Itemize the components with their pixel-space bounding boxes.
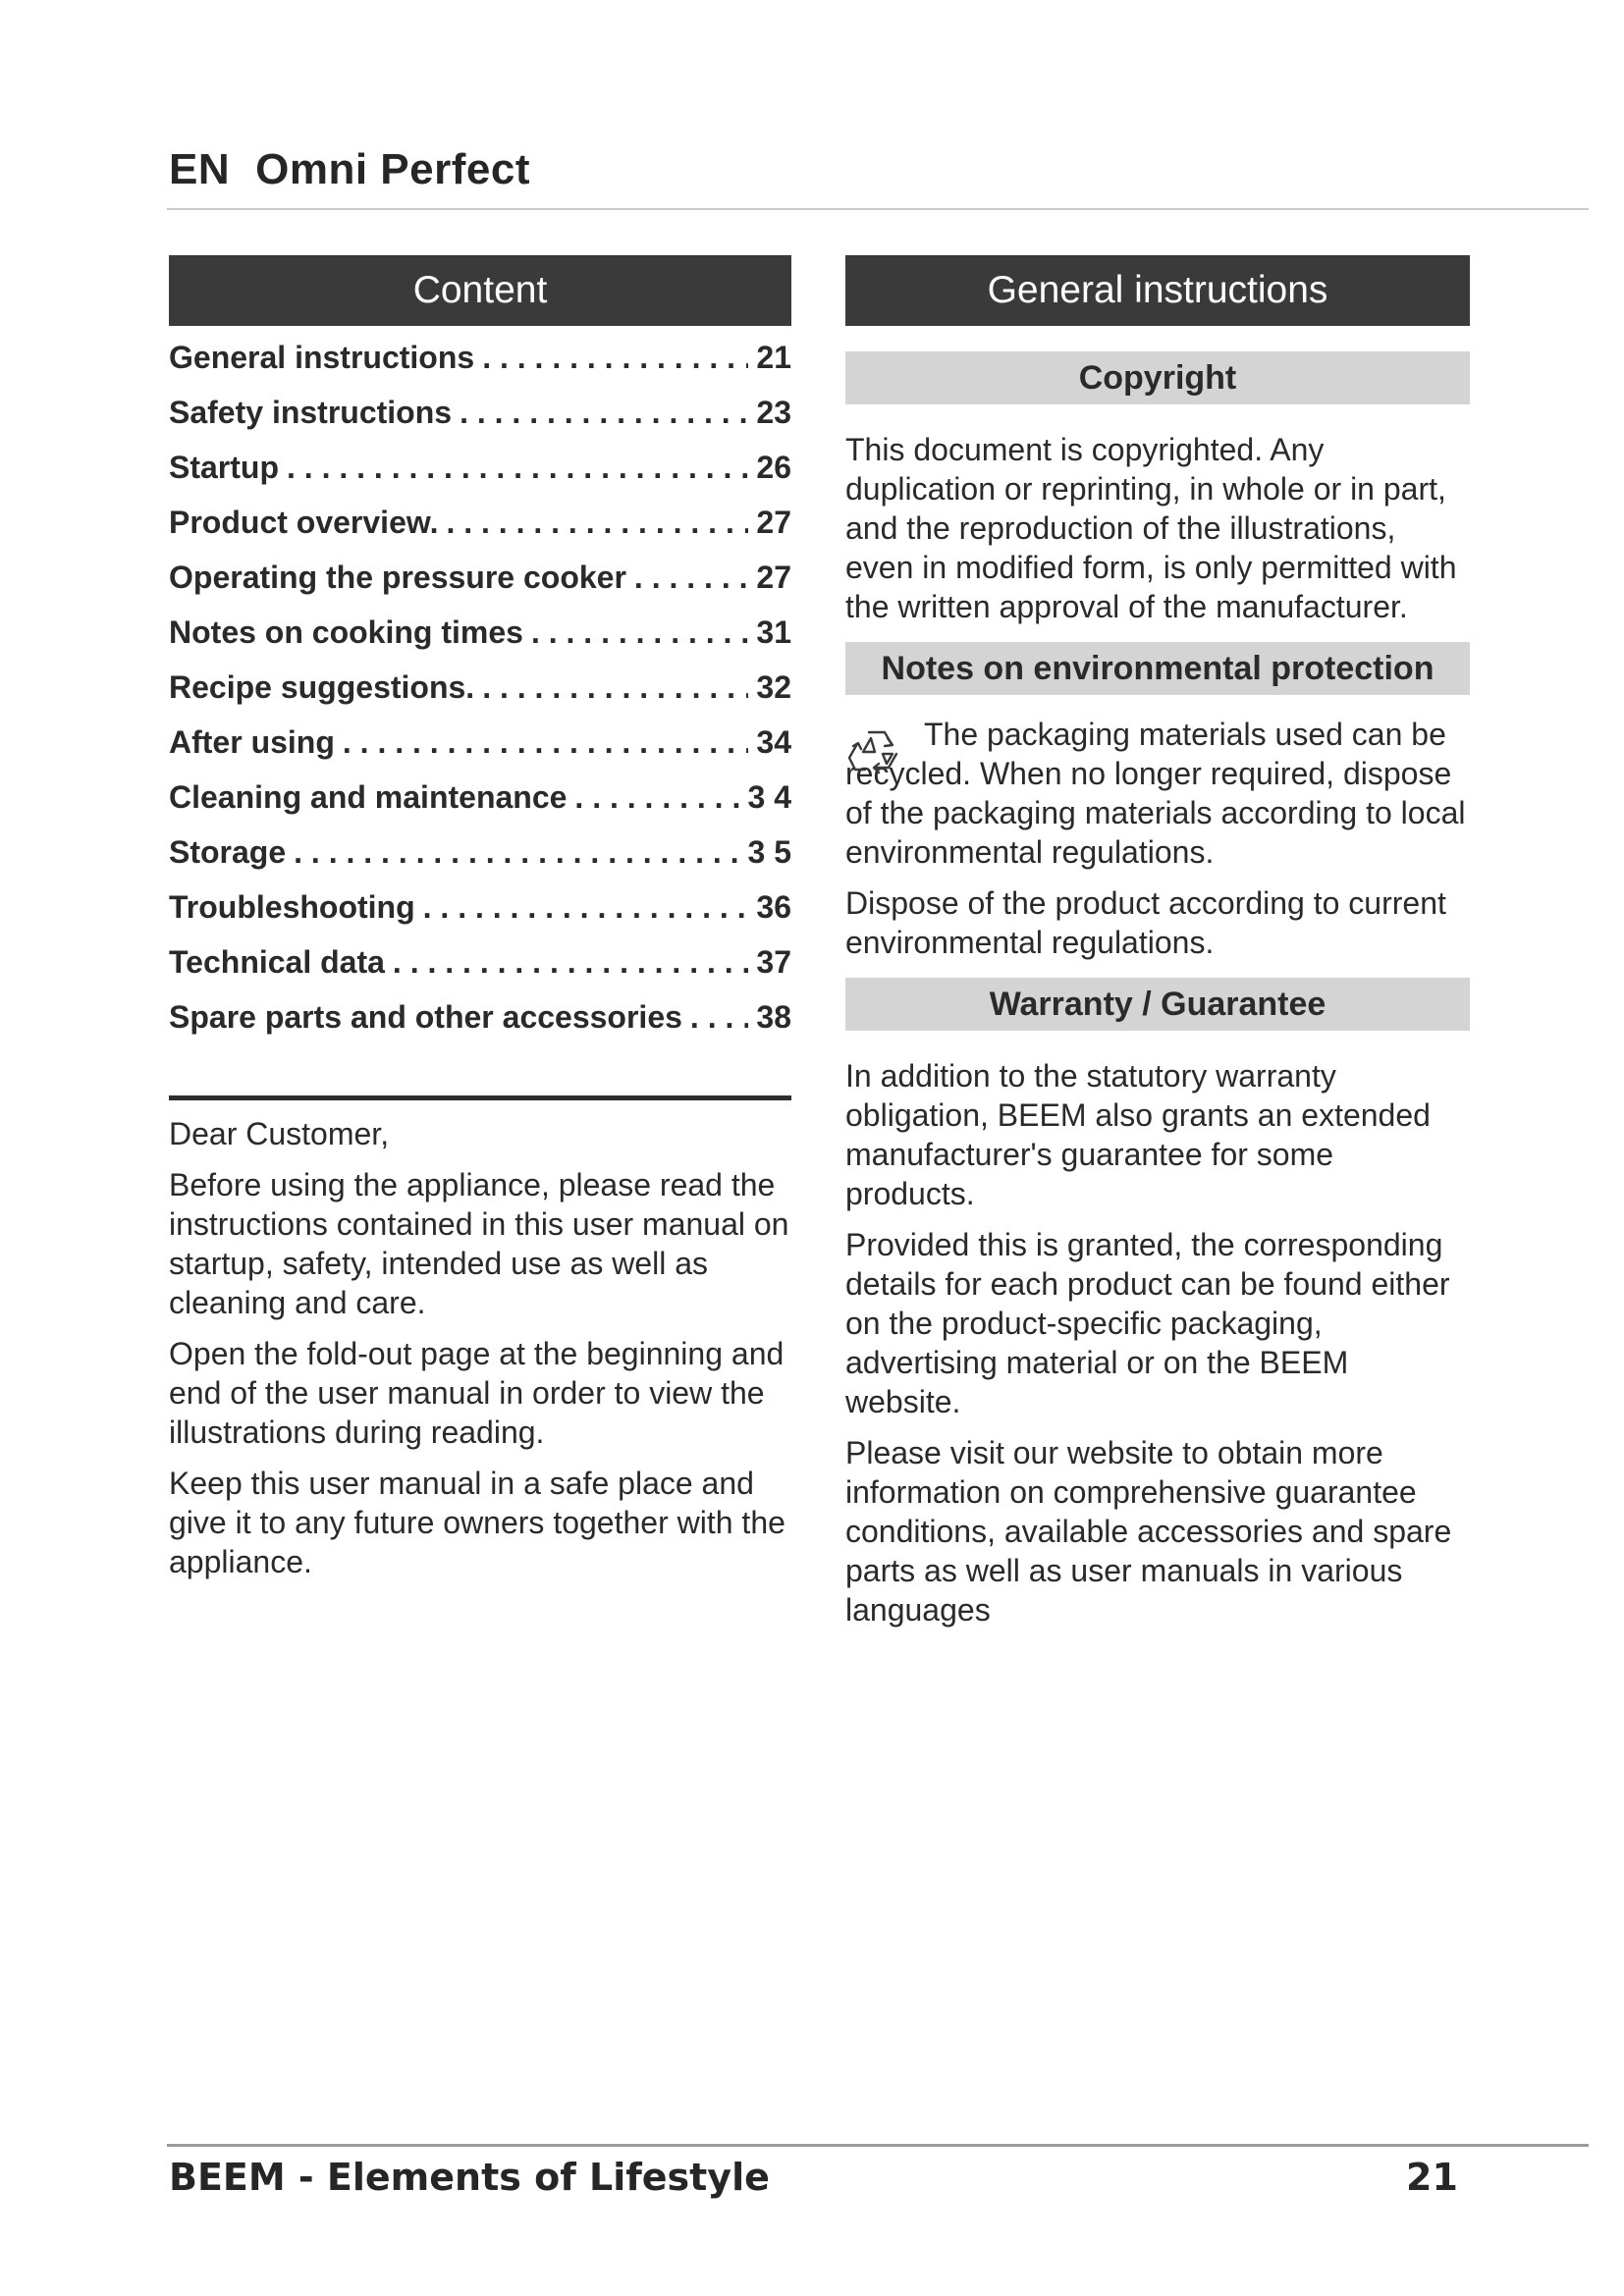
toc-item-page: 38	[756, 999, 791, 1035]
page-header	[169, 145, 530, 194]
toc-item-label: After using	[169, 724, 335, 760]
toc-item-page: 3 4	[747, 779, 791, 815]
table-of-contents	[169, 330, 791, 1044]
footer-divider	[167, 2144, 1589, 2147]
copyright-text: This document is copyrighted. Any duplication or reprinting, in whole or in part, and the reproduction of the illustrations, even in modified form, is only permitted with the written approval of the manufacturer.	[845, 432, 1457, 624]
toc-item-label: Technical data	[169, 944, 385, 980]
toc-item[interactable]	[169, 440, 791, 495]
toc-item[interactable]	[169, 385, 791, 440]
left-column	[169, 255, 791, 1593]
toc-leader-dots	[482, 330, 748, 385]
toc-item-label: Operating the pressure cooker	[169, 560, 626, 595]
toc-item-label: Product overview.	[169, 505, 439, 540]
toc-item[interactable]	[169, 550, 791, 605]
toc-item-label: Spare parts and other accessories	[169, 999, 682, 1035]
toc-item[interactable]	[169, 330, 791, 385]
toc-leader-dots	[482, 660, 748, 715]
toc-item-page: 37	[756, 944, 791, 980]
toc-item-label: Storage	[169, 834, 287, 870]
product-title: Omni Perfect	[255, 145, 530, 193]
toc-item[interactable]	[169, 715, 791, 770]
toc-item-label: General instructions	[169, 340, 475, 375]
environment-disposal-text: Dispose of the product according to current environmental regulations.	[845, 885, 1446, 960]
general-instructions-heading: General instructions	[845, 255, 1470, 326]
toc-leader-dots	[294, 825, 739, 880]
environment-heading: Notes on environmental protection	[845, 642, 1470, 695]
environment-text: The packaging materials used can be recycled. When no longer required, dispose of the packaging materials according to local environmental regulations.	[845, 717, 1466, 870]
letter-paragraph: Keep this user manual in a safe place and give it to any future owners together with the appliance.	[169, 1466, 785, 1579]
toc-item-page: 23	[756, 395, 791, 430]
toc-leader-dots	[574, 770, 739, 825]
toc-item-label: Safety instructions	[169, 395, 453, 430]
toc-leader-dots	[423, 880, 749, 934]
toc-item-label: Startup	[169, 450, 279, 485]
warranty-heading: Warranty / Guarantee	[845, 978, 1470, 1031]
toc-leader-dots	[531, 605, 748, 660]
toc-item-page: 26	[756, 450, 791, 485]
toc-item[interactable]	[169, 934, 791, 989]
toc-item-page: 36	[756, 889, 791, 925]
toc-leader-dots	[634, 550, 748, 605]
toc-leader-dots	[446, 495, 748, 550]
toc-item-label: Notes on cooking times	[169, 614, 523, 650]
toc-heading: Content	[169, 255, 791, 326]
customer-letter	[169, 1114, 791, 1581]
toc-item-page: 31	[756, 614, 791, 650]
header-divider	[167, 208, 1589, 210]
warranty-text: In addition to the statutory warranty obligation, BEEM also grants an extended manufacturer's guarantee for some products.	[845, 1058, 1431, 1211]
warranty-text: Provided this is granted, the corresponding details for each product can be found either on the product-specific packaging, advertising material or on the BEEM website.	[845, 1227, 1450, 1419]
page-number: 21	[1406, 2156, 1458, 2199]
toc-item[interactable]	[169, 660, 791, 715]
environment-section	[845, 715, 1470, 962]
copyright-heading: Copyright	[845, 351, 1470, 404]
toc-item-page: 21	[756, 340, 791, 375]
right-column	[845, 255, 1470, 1641]
toc-item-label: Cleaning and maintenance	[169, 779, 568, 815]
warranty-text: Please visit our website to obtain more information on comprehensive guarantee conditions, available accessories and spare parts as well as user manuals in various languages	[845, 1435, 1452, 1628]
toc-item-page: 32	[756, 669, 791, 705]
toc-item-page: 34	[756, 724, 791, 760]
section-divider	[169, 1095, 791, 1100]
toc-leader-dots	[343, 715, 749, 770]
toc-leader-dots	[287, 440, 748, 495]
toc-item[interactable]	[169, 989, 791, 1044]
footer-brand: BEEM - Elements of Lifestyle	[169, 2156, 770, 2199]
toc-item[interactable]	[169, 605, 791, 660]
toc-item-page: 27	[756, 560, 791, 595]
toc-leader-dots	[393, 934, 748, 989]
toc-leader-dots	[690, 989, 749, 1044]
toc-item-page: 3 5	[747, 834, 791, 870]
toc-item[interactable]	[169, 770, 791, 825]
toc-item-page: 27	[756, 505, 791, 540]
recycle-icon	[845, 724, 908, 781]
language-code: EN	[169, 145, 231, 193]
toc-item-label: Recipe suggestions.	[169, 669, 475, 705]
toc-item[interactable]	[169, 495, 791, 550]
letter-paragraph: Open the fold-out page at the beginning and end of the user manual in order to view the illustrations during reading.	[169, 1336, 785, 1450]
toc-item[interactable]	[169, 825, 791, 880]
letter-greeting: Dear Customer,	[169, 1116, 390, 1151]
toc-leader-dots	[460, 385, 748, 440]
toc-item[interactable]	[169, 880, 791, 934]
toc-item-label: Troubleshooting	[169, 889, 415, 925]
letter-paragraph: Before using the appliance, please read the instructions contained in this user manual on startup, safety, intended use as well as cleaning and care.	[169, 1167, 789, 1320]
